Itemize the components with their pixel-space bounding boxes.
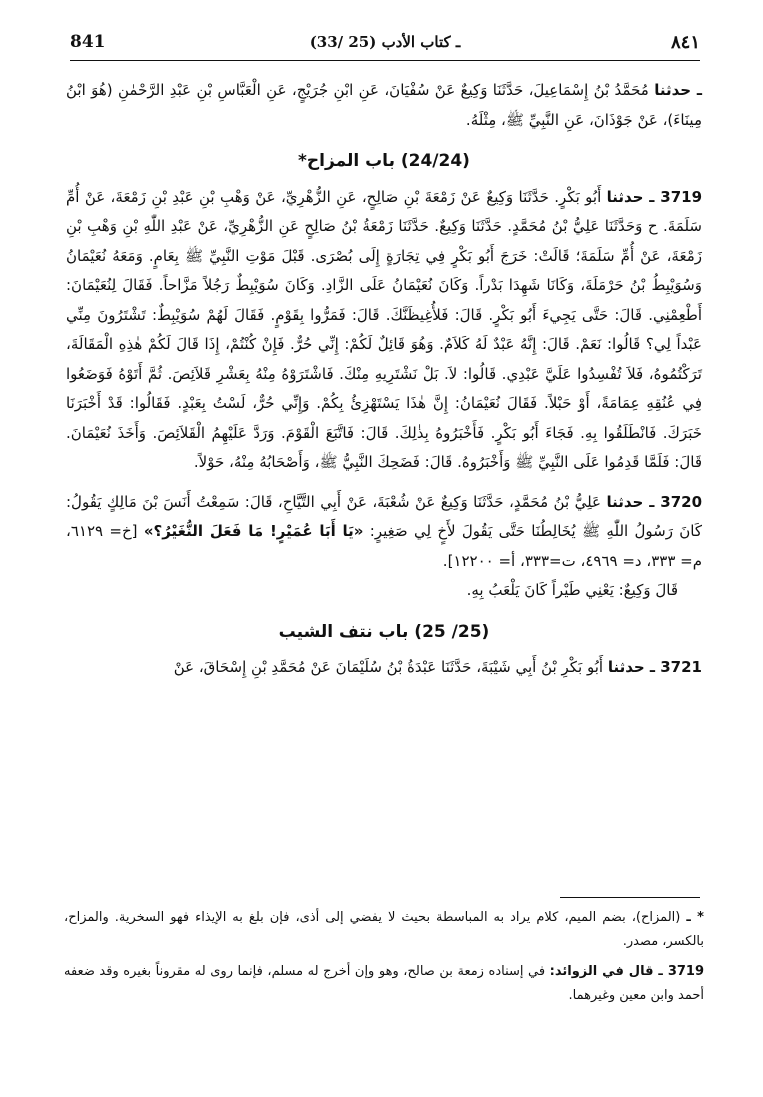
page-header [70,30,700,61]
hadith-lead: ـ حدثنا [606,187,661,206]
footnote-marker: * ـ [686,910,704,925]
footnote-3719 [64,960,704,1008]
hadith-number: 3719 [660,187,703,206]
footnotes [64,906,704,1014]
hadith-number: 3721 [660,658,702,676]
chapter-heading-natf: (25/ 25) باب نتف الشيب [278,621,490,642]
footnote-mizah [64,906,704,954]
main-text [66,76,702,683]
hadith-text: عَلِيُّ بْنُ مُحَمَّدٍ، حَدَّثَنَا وَكِيعٌ عَنْ شُعْبَةَ، عَنْ أَبِي التَّيَّاحِ، قَالَ: سَمِعْتُ أَنَسَ بْنَ مَالِكٍ يَقُولُ: كَانَ رَسُولُ اللّٰهِ ﷺ يُخَالِطُنَا حَتَّى يَقُولَ لأَخٍ لِي صَغِيرٍ: [66,492,703,540]
hadith-lead: ـ حدثنا [607,658,661,676]
footnote-number: 3719 [667,964,704,979]
intro-lead: ـ حدثنا [654,81,702,99]
footnote-separator [560,897,700,898]
page-number-latin: 841 [70,32,106,52]
intro-hadith [66,76,702,135]
hadith-text: أَبُو بَكْرٍ. حَدَّثَنَا وَكِيعٌ عَنْ زَمْعَةَ بْنِ صَالِحٍ، عَنِ الزُّهْرِيِّ، عَنْ وَهْبِ بْنِ عَبْدِ بْنِ زَمْعَةَ، عَنْ أُمِّ سَلَمَةَ. ح وَحَدَّثَنَا عَلِيُّ بْنُ مُحَمَّدٍ. حَدَّثَنَا وَكِيعٌ. حَدَّثَنَا زَمْعَةُ بْنُ صَالِحٍ عَنِ الزُّهْرِيِّ، عَنْ عَبْدِ اللّٰهِ بْنِ وَهْبِ بْنِ زَمْعَةَ، عَنْ أُمِّ سَلَمَةَ؛ قَالَتْ: خَرَجَ أَبُو بَكْرٍ فِي تِجَارَةٍ إِلَى بُصْرَى. قَبْلَ مَوْتِ النَّبِيِّ ﷺ بِعَامٍ. وَمَعَهُ نُعَيْمَانُ وَسُوَيْبِطُ بْنُ حَرْمَلَةَ، وَكَانَا شَهِدَا بَدْراً. وَكَانَ نُعَيْمَانُ عَلَى الزَّادِ. وَكَانَ سُوَيْبِطٌ رَجُلاً مَزَّاحاً. فَقَالَ لِنُعَيْمَانَ: أَطْعِمْنِي. قَالَ: حَتَّى يَجِيءَ أَبُو بَكْرٍ. قَالَ: فَلأُغِيظَنَّكَ. قَالَ: فَمَرُّوا بِقَوْمٍ. فَقَالَ لَهُمْ سُوَيْبِطٌ: تَشْتَرُونَ مِنِّي عَبْداً لِي؟ قَالُوا: نَعَمْ. قَالَ: إِنَّهُ عَبْدٌ لَهُ كَلاَمٌ. وَهُوَ قَائِلٌ لَكُمْ: إِنِّي حُرٌّ. فَإِنْ كُنْتُمْ، إِذَا قَالَ لَكُمْ هٰذِهِ الْمَقَالَةَ، تَرَكْتُمُوهُ، فَلاَ تُفْسِدُوا عَلَيَّ عَبْدِي. قَالُوا: لاَ. بَلْ نَشْتَرِيهِ مِنْكَ. فَاشْتَرَوْهُ مِنْهُ بِعَشْرِ قَلاَئِصَ. ثُمَّ أَتَوْهُ فَوَضَعُوا فِي عُنُقِهِ عِمَامَةً، أَوْ حَبْلاً. فَقَالَ نُعَيْمَانُ: إِنَّ هٰذَا يَسْتَهْزِئُ بِكُمْ. وَإِنِّي حُرٌّ، لَسْتُ بِعَبْدٍ. فَقَالُوا: قَدْ أَخْبَرَنَا خَبَرَكَ. فَانْطَلَقُوا بِهِ. فَجَاءَ أَبُو بَكْرٍ. فَأَخْبَرُوهُ بِذٰلِكَ. قَالَ: فَاتَّبَعَ الْقَوْمَ. وَرَدَّ عَلَيْهِمُ الْقَلاَئِصَ. وَأَخَذَ نُعَيْمَانَ. قَالَ: فَلَمَّا قَدِمُوا عَلَى النَّبِيِّ ﷺ وَأَخْبَرُوهُ. قَالَ: فَضَحِكَ النَّبِيُّ ﷺ، وَأَصْحَابُهُ مِنْهُ، حَوْلاً. [66,187,702,471]
running-title: (33/ 25) ـ كتاب الأدب [309,33,461,51]
hadith-lead: ـ حدثنا [606,492,661,511]
hadith-3720 [66,488,702,577]
hadith-quote: «يَا أَبَا عُمَيْرٍ! مَا فَعَلَ النُّغَيْرُ؟» [143,522,364,540]
footnote-lead: ـ قال في الزوائد: [549,964,668,979]
chapter-heading-mizah: (24/24) باب المزاح* [298,151,470,171]
hadith-3719 [66,183,702,478]
footnote-text: في إسناده زمعة بن صالح، وهو وإن أخرج له مسلم، فإنما روى له مقروناً بغيره وقد ضعفه أحمد وابن معين وغيرهما. [64,964,704,1003]
page-number-arabic: ٨٤١ [670,32,700,53]
hadith-number: 3720 [660,492,703,511]
hadith-text: أَبُو بَكْرِ بْنُ أَبِي شَيْبَةَ، حَدَّثَنَا عَبْدَةُ بْنُ سُلَيْمَانَ عَنْ مُحَمَّدِ بْنِ إِسْحَاقَ، عَنْ [173,658,608,676]
hadith-3721 [66,653,702,683]
footnote-text: (المزاح)، بضم الميم، كلام يراد به المباسطة بحيث لا يفضي إلى أذى، فإن بلغ به الإيذاء فهو السخرية. والمزاح، بالكسر، مصدر. [64,910,704,949]
intro-text: مُحَمَّدُ بْنُ إِسْمَاعِيلَ، حَدَّثَنَا وَكِيعٌ عَنْ سُفْيَانَ، عَنِ ابْنِ جُرَيْجٍ، عَنِ الْعَبَّاسِ بْنِ عَبْدِ الرَّحْمٰنِ (هُوَ ابْنُ مِينَاءَ)، عَنْ جَوْذَانَ، عَنِ النَّبِيِّ ﷺ، مِثْلَهُ. [66,81,702,129]
hadith-3720-comment: قَالَ وَكِيعٌ: يَعْنِي طَيْراً كَانَ يَلْعَبُ بِهِ. [466,581,678,599]
hadith-references: [خ= ٦١٢٩، م= ٣٣٣، د= ٤٩٦٩، ت=٣٣٣، أ= ١٢٢٠٠]. [66,522,702,570]
